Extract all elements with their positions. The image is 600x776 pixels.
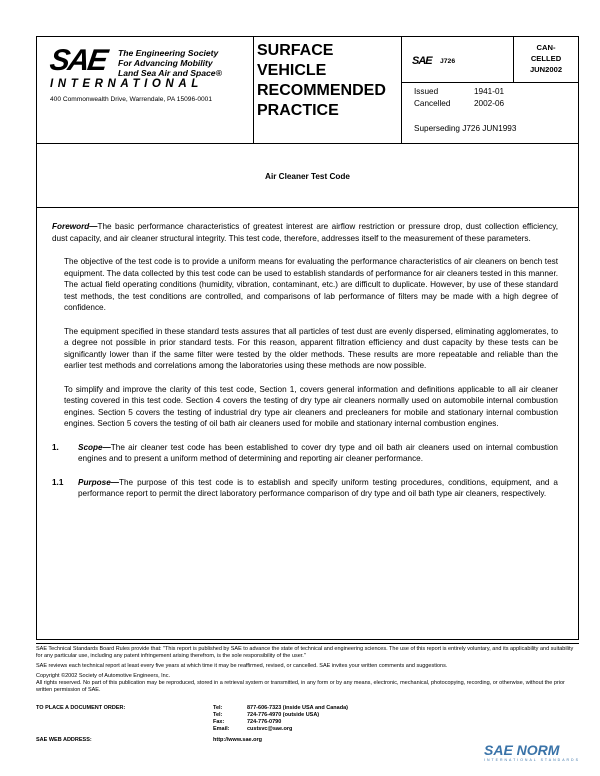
footer-notes: SAE Technical Standards Board Rules provide that: "This report is published by SAE to advance the state of technical and engineering sciences. The use of this report is entirely voluntary, and its applicability and suitability for any particular use, including any patent infringement arising therefrom, is the sole responsibility of the user." SAE reviews each technical report at least every five years at which time it may be reaffirmed, revised, or cancelled. SAE invites your written comments and suggestions. Copyright ©2002 Society of Automotive Engineers, Inc. All rights reserved. No part of this publication may be reproduced, stored in a retrieval system or transmitted, in any form or by any means, electronic, mechanical, photocopying, recording, or otherwise, without the prior written permission of SAE. bbox=[36, 646, 574, 693]
footer-rule bbox=[36, 643, 579, 644]
paragraph: The equipment specified in these standard tests assures that all particles of test dust are evenly dispersed, eliminating agglomerates, to a degree not possible in prior standard tests. For this reason, apparent filtration efficiency and dust capacity by these tests can be significantly lower than if the same filter were tested by the older methods. These results are more repeatable and reliable than the earlier test methods and correlations among the laboratories using these methods are now possible. bbox=[64, 326, 558, 370]
sae-logo: SAE bbox=[47, 44, 109, 77]
mini-sae-logo: SAE bbox=[412, 55, 432, 67]
header-rule-1 bbox=[401, 82, 579, 83]
issue-dates: Issued 1941-01 Cancelled 2002-06 bbox=[414, 87, 505, 108]
paragraph: The objective of the test code is to provide a uniform means for evaluating the performance characteristics of air cleaners on bench test equipment. The data collected by this test code can be used to establish standards of performance for air cleaners tested in this manner. The actual field operating conditions (humidity, vibration, contaminant, etc.) are difficult to duplicate. However, by use of these standard test methods, the test conditions are controlled, and comparisons of lab performance of filters may be made with a high degree of confidence. bbox=[64, 257, 558, 312]
document-number: J726 bbox=[440, 58, 456, 65]
foreword: Foreword—The basic performance characteristics of greatest interest are airflow restriction or pressure drop, dust collection efficiency, dust capacity, and air cleaner structural integrity. This test code, therefore, addresses itself to the measurement of these parameters. bbox=[52, 222, 558, 243]
section-1: 1. Scope—The air cleaner test code has been established to cover dry type and oil bath air cleaners used on internal combustion engines and to present a uniform method of determining and reporting air cleaner performance. bbox=[52, 442, 558, 463]
document-body bbox=[52, 221, 558, 512]
page-title: Air Cleaner Test Code bbox=[265, 172, 350, 181]
email-link[interactable]: custsvc@sae.org bbox=[247, 726, 293, 732]
header-rule-2 bbox=[36, 143, 579, 144]
sae-norm-logo: SAE NORM INTERNATIONAL STANDARDS bbox=[484, 742, 580, 762]
header-divider-1 bbox=[253, 36, 254, 143]
society-tagline: The Engineering Society For Advancing Mobility Land Sea Air and Space® bbox=[118, 48, 222, 78]
superseding: Superseding J726 JUN1993 bbox=[414, 124, 517, 133]
paragraph: To simplify and improve the clarity of this test code, Section 1, covers general information and definitions applicable to all air cleaner testing covered in this test code. Section 4 covers the testing of dry type air cleaners normally used on automobile internal combustion engines. Section 5 covers the testing of industrial dry type air cleaners and precleaners for mobile and stationary internal combustion engines. Section 5 covers the testing of oil bath air cleaners used for mobile and stationary internal combustion engines. bbox=[64, 384, 558, 428]
section-1-1: 1.1 Purpose—The purpose of this test code is to establish and specify uniform testing procedures, conditions, equipment, and a performance report to permit the direct laboratory performance comparison of dry type and oil bath type air cleaners, respectively. bbox=[52, 477, 558, 498]
status-badge: CAN- CELLED JUN2002 bbox=[529, 43, 563, 74]
header-divider-2 bbox=[401, 36, 402, 143]
header-divider-3 bbox=[513, 36, 514, 82]
web-link[interactable]: http://www.sae.org bbox=[213, 737, 262, 743]
title-rule bbox=[36, 207, 579, 208]
address: 400 Commonwealth Drive, Warrendale, PA 15096-0001 bbox=[50, 96, 212, 103]
document-type: SURFACE VEHICLE RECOMMENDED PRACTICE bbox=[257, 42, 386, 119]
order-info: TO PLACE A DOCUMENT ORDER: Tel: 877-606-7323 (inside USA and Canada) Tel: 724-776-4970 (outside USA) Fax: 724-776-0790 Email: custsvc@sae.org SAE WEB ADDRESS: http://www.sae.org bbox=[36, 705, 348, 743]
international-label: INTERNATIONAL bbox=[50, 78, 203, 90]
